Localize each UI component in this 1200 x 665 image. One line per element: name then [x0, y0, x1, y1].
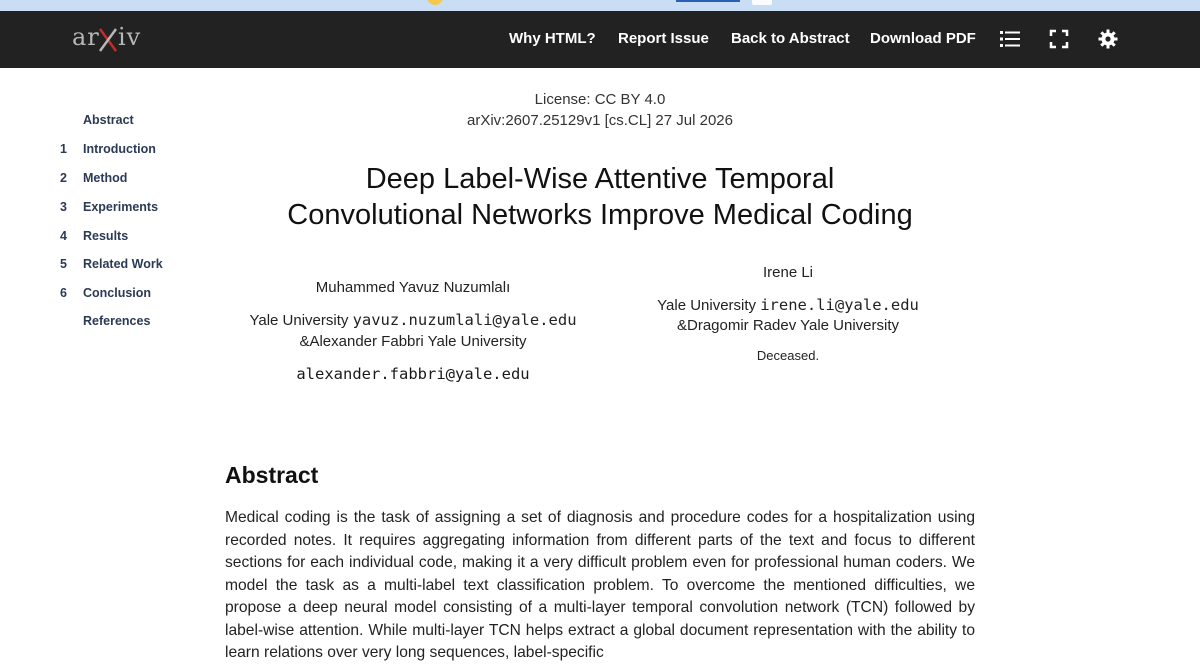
toc-number: 6	[60, 286, 67, 300]
svg-text:iv: iv	[118, 23, 142, 51]
download-pdf-link[interactable]: Download PDF	[870, 30, 976, 47]
author-footnote: Deceased.	[756, 348, 820, 363]
why-html-link[interactable]: Why HTML?	[509, 30, 596, 47]
fullscreen-icon[interactable]	[1048, 27, 1070, 51]
toc-number: 1	[60, 142, 67, 156]
toc-item-experiments[interactable]: Experiments	[83, 200, 159, 214]
back-to-abstract-link[interactable]: Back to Abstract	[731, 30, 850, 47]
toc-number: 4	[60, 229, 67, 243]
toc-item-results[interactable]: Results	[83, 229, 129, 243]
report-issue-link[interactable]: Report Issue	[618, 30, 709, 47]
arxiv-identifier: arXiv:2607.25129v1 [cs.CL] 27 Jul 2026	[466, 112, 733, 129]
banner-link-underline[interactable]	[676, 0, 740, 2]
affiliation-text: Yale University	[657, 297, 761, 314]
emoji-icon	[427, 0, 443, 5]
license-text: License: CC BY 4.0	[534, 91, 666, 108]
toc-number: 2	[60, 171, 67, 185]
toc-number: 5	[60, 257, 67, 271]
author-email[interactable]: alexander.fabbri@yale.edu	[296, 365, 530, 383]
svg-text:ar: ar	[72, 23, 100, 51]
author-affiliation	[588, 296, 988, 314]
author-name: &Alexander Fabbri Yale University	[299, 333, 527, 350]
toc-item-references[interactable]: References	[83, 314, 151, 328]
settings-gear-icon[interactable]	[1097, 27, 1119, 51]
paper-title-line-1: Deep Label-Wise Attentive Temporal	[365, 163, 835, 195]
affiliation-text: Yale University	[249, 312, 353, 329]
abstract-heading: Abstract	[225, 462, 319, 488]
toc-item-abstract[interactable]: Abstract	[83, 113, 134, 127]
paper-title-line-2: Convolutional Networks Improve Medical Coding	[287, 199, 913, 231]
author-name: Irene Li	[762, 264, 814, 281]
author-name: &Dragomir Radev Yale University	[676, 317, 900, 334]
author-email[interactable]: yavuz.nuzumlali@yale.edu	[352, 311, 577, 329]
toc-item-method[interactable]: Method	[83, 171, 128, 185]
arxiv-logo-icon	[72, 23, 142, 55]
top-navigation-bar	[0, 11, 1200, 68]
author-email[interactable]: irene.li@yale.edu	[760, 296, 919, 314]
author-affiliation	[213, 311, 613, 329]
top-banner	[0, 0, 1200, 11]
list-icon[interactable]	[999, 27, 1021, 51]
toc-item-introduction[interactable]: Introduction	[83, 142, 156, 156]
arxiv-logo[interactable]	[72, 23, 142, 61]
abstract-text: Medical coding is the task of assigning a set of diagnosis and procedure codes for a hospitalization using recorded notes. It requires aggregating information from different parts of the text and focus to different sections for each individual code, making it a very difficult problem even for professional human coders. We model the task as a multi-label text classification problem. To overcome the mentioned difficulties, we propose a deep neural model consisting of a multi-layer temporal convolution network (TCN) followed by label-wise attention. While multi-layer TCN helps extract a global document representation with the ability to learn relations over very long sequences, label-specific	[225, 509, 975, 661]
toc-item-conclusion[interactable]: Conclusion	[83, 286, 152, 300]
banner-close-box[interactable]	[752, 0, 772, 5]
toc-number: 3	[60, 200, 67, 214]
author-name: Muhammed Yavuz Nuzumlalı	[315, 279, 511, 296]
toc-item-related-work[interactable]: Related Work	[83, 257, 163, 271]
